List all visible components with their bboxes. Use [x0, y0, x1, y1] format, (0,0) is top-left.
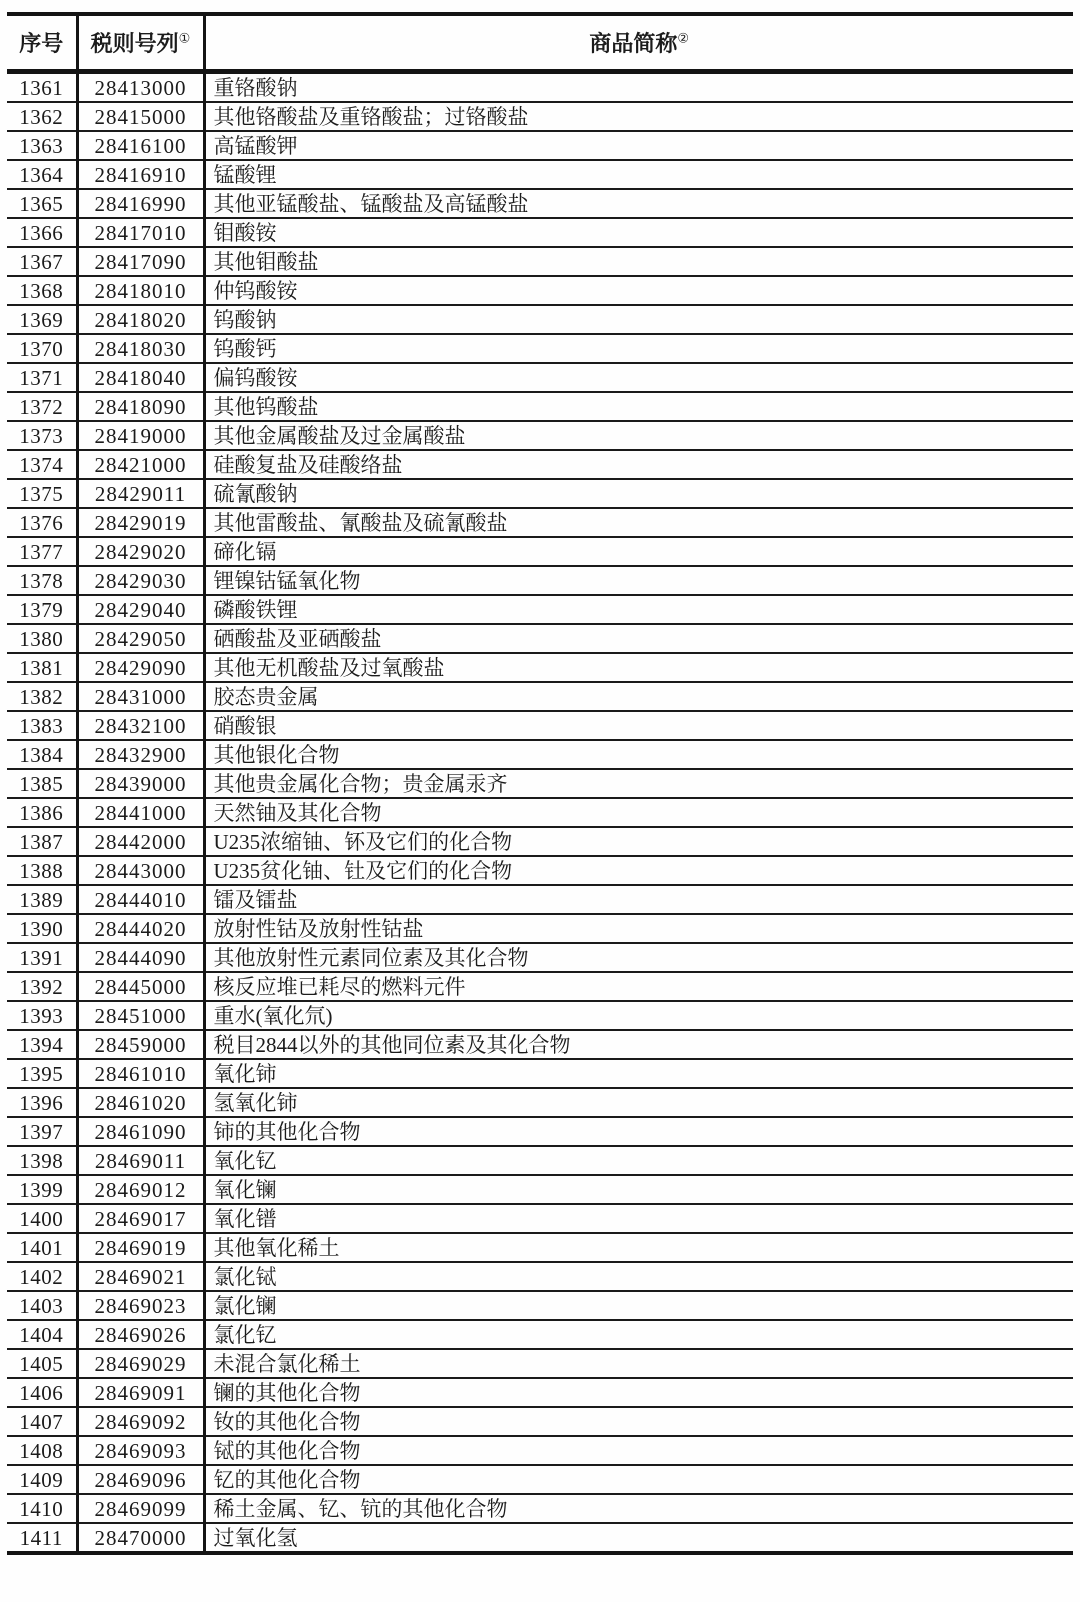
- tariff-code-cell: 28469091: [77, 1378, 204, 1407]
- product-name-cell: 放射性钴及放射性钴盐: [204, 914, 1073, 943]
- product-name-cell: 其他雷酸盐、氰酸盐及硫氰酸盐: [204, 508, 1073, 537]
- table-row: [7, 276, 1073, 305]
- table-row: [7, 595, 1073, 624]
- serial-cell: 1395: [7, 1059, 77, 1088]
- product-name-cell: 硒酸盐及亚硒酸盐: [204, 624, 1073, 653]
- table-row: [7, 1465, 1073, 1494]
- serial-cell: 1385: [7, 769, 77, 798]
- tariff-code-cell: 28469012: [77, 1175, 204, 1204]
- tariff-code-cell: 28432900: [77, 740, 204, 769]
- product-name-cell: 钼酸铵: [204, 218, 1073, 247]
- table-row: [7, 1523, 1073, 1553]
- serial-cell: 1402: [7, 1262, 77, 1291]
- product-name-cell: 氯化钇: [204, 1320, 1073, 1349]
- tariff-code-cell: 28429040: [77, 595, 204, 624]
- product-name-cell: 磷酸铁锂: [204, 595, 1073, 624]
- serial-cell: 1388: [7, 856, 77, 885]
- table-row: [7, 305, 1073, 334]
- tariff-code-cell: 28439000: [77, 769, 204, 798]
- serial-cell: 1393: [7, 1001, 77, 1030]
- serial-cell: 1400: [7, 1204, 77, 1233]
- product-name-cell: 钇的其他化合物: [204, 1465, 1073, 1494]
- table-row: [7, 421, 1073, 450]
- tariff-table: [7, 12, 1073, 1555]
- serial-cell: 1366: [7, 218, 77, 247]
- tariff-code-cell: 28469026: [77, 1320, 204, 1349]
- serial-cell: 1365: [7, 189, 77, 218]
- tariff-code-cell: 28469021: [77, 1262, 204, 1291]
- product-name-cell: 其他无机酸盐及过氧酸盐: [204, 653, 1073, 682]
- serial-cell: 1396: [7, 1088, 77, 1117]
- table-row: [7, 1059, 1073, 1088]
- tariff-code-cell: 28418090: [77, 392, 204, 421]
- product-name-cell: 钨酸钠: [204, 305, 1073, 334]
- tariff-code-cell: 28461020: [77, 1088, 204, 1117]
- product-name-cell: 其他金属酸盐及过金属酸盐: [204, 421, 1073, 450]
- tariff-code-cell: 28419000: [77, 421, 204, 450]
- tariff-code-cell: 28470000: [77, 1523, 204, 1553]
- table-row: [7, 508, 1073, 537]
- table-row: [7, 885, 1073, 914]
- tariff-code-cell: 28416100: [77, 131, 204, 160]
- tariff-code-cell: 28418020: [77, 305, 204, 334]
- table-row: [7, 1175, 1073, 1204]
- table-row: [7, 392, 1073, 421]
- table-row: [7, 972, 1073, 1001]
- product-name-cell: 稀土金属、钇、钪的其他化合物: [204, 1494, 1073, 1523]
- product-name-cell: 其他银化合物: [204, 740, 1073, 769]
- table-row: [7, 537, 1073, 566]
- table-row: [7, 1001, 1073, 1030]
- product-name-cell: 钕的其他化合物: [204, 1407, 1073, 1436]
- product-name-cell: 锂镍钴锰氧化物: [204, 566, 1073, 595]
- serial-cell: 1370: [7, 334, 77, 363]
- tariff-code-cell: 28416910: [77, 160, 204, 189]
- serial-cell: 1369: [7, 305, 77, 334]
- product-name-cell: 核反应堆已耗尽的燃料元件: [204, 972, 1073, 1001]
- product-name-cell: 胶态贵金属: [204, 682, 1073, 711]
- tariff-code-cell: 28461090: [77, 1117, 204, 1146]
- col-header-product-name-label: 商品简称: [589, 31, 678, 56]
- tariff-code-cell: 28469029: [77, 1349, 204, 1378]
- serial-cell: 1407: [7, 1407, 77, 1436]
- table-row: [7, 1494, 1073, 1523]
- table-row: [7, 72, 1073, 103]
- tariff-code-cell: 28415000: [77, 102, 204, 131]
- product-name-cell: 税目2844以外的其他同位素及其化合物: [204, 1030, 1073, 1059]
- table-row: [7, 1320, 1073, 1349]
- serial-cell: 1401: [7, 1233, 77, 1262]
- table-row: [7, 943, 1073, 972]
- tariff-code-cell: 28417090: [77, 247, 204, 276]
- product-name-cell: 重铬酸钠: [204, 72, 1073, 103]
- tariff-code-cell: 28418010: [77, 276, 204, 305]
- tariff-code-cell: 28429020: [77, 537, 204, 566]
- product-name-cell: 氧化铈: [204, 1059, 1073, 1088]
- product-name-cell: 铈的其他化合物: [204, 1117, 1073, 1146]
- serial-cell: 1397: [7, 1117, 77, 1146]
- tariff-code-cell: 28461010: [77, 1059, 204, 1088]
- serial-cell: 1384: [7, 740, 77, 769]
- serial-cell: 1379: [7, 595, 77, 624]
- serial-cell: 1410: [7, 1494, 77, 1523]
- product-name-cell: 其他放射性元素同位素及其化合物: [204, 943, 1073, 972]
- serial-cell: 1368: [7, 276, 77, 305]
- serial-cell: 1380: [7, 624, 77, 653]
- product-name-cell: 其他氧化稀土: [204, 1233, 1073, 1262]
- tariff-code-cell: 28416990: [77, 189, 204, 218]
- product-name-cell: 钨酸钙: [204, 334, 1073, 363]
- tariff-code-cell: 28444010: [77, 885, 204, 914]
- product-name-cell: 偏钨酸铵: [204, 363, 1073, 392]
- table-row: [7, 218, 1073, 247]
- serial-cell: 1373: [7, 421, 77, 450]
- table-row: [7, 1233, 1073, 1262]
- table-row: [7, 1030, 1073, 1059]
- table-row: [7, 856, 1073, 885]
- tariff-code-cell: 28469096: [77, 1465, 204, 1494]
- serial-cell: 1381: [7, 653, 77, 682]
- product-name-cell: 铽的其他化合物: [204, 1436, 1073, 1465]
- table-row: [7, 1407, 1073, 1436]
- serial-cell: 1387: [7, 827, 77, 856]
- table-row: [7, 1436, 1073, 1465]
- product-name-cell: 仲钨酸铵: [204, 276, 1073, 305]
- serial-cell: 1377: [7, 537, 77, 566]
- table-row: [7, 131, 1073, 160]
- table-row: [7, 914, 1073, 943]
- serial-cell: 1361: [7, 72, 77, 103]
- table-row: [7, 711, 1073, 740]
- table-row: [7, 769, 1073, 798]
- tariff-code-cell: 28429019: [77, 508, 204, 537]
- serial-cell: 1394: [7, 1030, 77, 1059]
- serial-cell: 1389: [7, 885, 77, 914]
- product-name-footnote-mark: ②: [677, 30, 690, 46]
- product-name-cell: 硅酸复盐及硅酸络盐: [204, 450, 1073, 479]
- product-name-cell: 高锰酸钾: [204, 131, 1073, 160]
- product-name-cell: 未混合氯化稀土: [204, 1349, 1073, 1378]
- product-name-cell: 锰酸锂: [204, 160, 1073, 189]
- serial-cell: 1364: [7, 160, 77, 189]
- col-header-tariff-code-label: 税则号列: [90, 31, 179, 56]
- table-row: [7, 363, 1073, 392]
- table-row: [7, 624, 1073, 653]
- tariff-code-cell: 28445000: [77, 972, 204, 1001]
- tariff-code-cell: 28413000: [77, 72, 204, 103]
- tariff-code-cell: 28444090: [77, 943, 204, 972]
- product-name-cell: 其他钨酸盐: [204, 392, 1073, 421]
- header-row: [7, 14, 1073, 72]
- table-row: [7, 189, 1073, 218]
- product-name-cell: 镧的其他化合物: [204, 1378, 1073, 1407]
- serial-cell: 1363: [7, 131, 77, 160]
- serial-cell: 1398: [7, 1146, 77, 1175]
- tariff-code-cell: 28421000: [77, 450, 204, 479]
- table-row: [7, 1088, 1073, 1117]
- tariff-code-cell: 28441000: [77, 798, 204, 827]
- product-name-cell: 硫氰酸钠: [204, 479, 1073, 508]
- tariff-code-cell: 28431000: [77, 682, 204, 711]
- table-row: [7, 1291, 1073, 1320]
- product-name-cell: 重水(氧化氘): [204, 1001, 1073, 1030]
- serial-cell: 1399: [7, 1175, 77, 1204]
- table-row: [7, 827, 1073, 856]
- tariff-code-cell: 28469093: [77, 1436, 204, 1465]
- tariff-code-cell: 28418030: [77, 334, 204, 363]
- table-row: [7, 1262, 1073, 1291]
- table-row: [7, 798, 1073, 827]
- table-row: [7, 334, 1073, 363]
- serial-cell: 1403: [7, 1291, 77, 1320]
- product-name-cell: 氢氧化铈: [204, 1088, 1073, 1117]
- table-row: [7, 566, 1073, 595]
- table-row: [7, 1204, 1073, 1233]
- tariff-code-cell: 28469092: [77, 1407, 204, 1436]
- product-name-cell: 镭及镭盐: [204, 885, 1073, 914]
- tariff-code-cell: 28469023: [77, 1291, 204, 1320]
- serial-cell: 1406: [7, 1378, 77, 1407]
- product-name-cell: 其他亚锰酸盐、锰酸盐及高锰酸盐: [204, 189, 1073, 218]
- product-name-cell: 氧化镧: [204, 1175, 1073, 1204]
- tariff-code-cell: 28469011: [77, 1146, 204, 1175]
- tariff-code-cell: 28429011: [77, 479, 204, 508]
- serial-cell: 1404: [7, 1320, 77, 1349]
- serial-cell: 1367: [7, 247, 77, 276]
- serial-cell: 1371: [7, 363, 77, 392]
- table-row: [7, 1146, 1073, 1175]
- tariff-code-cell: 28432100: [77, 711, 204, 740]
- table-row: [7, 450, 1073, 479]
- serial-cell: 1408: [7, 1436, 77, 1465]
- table-row: [7, 682, 1073, 711]
- serial-cell: 1362: [7, 102, 77, 131]
- table-row: [7, 653, 1073, 682]
- product-name-cell: 其他贵金属化合物；贵金属汞齐: [204, 769, 1073, 798]
- tariff-code-cell: 28418040: [77, 363, 204, 392]
- product-name-cell: 过氧化氢: [204, 1523, 1073, 1553]
- table-row: [7, 479, 1073, 508]
- table-row: [7, 1117, 1073, 1146]
- serial-cell: 1375: [7, 479, 77, 508]
- product-name-cell: 氧化钇: [204, 1146, 1073, 1175]
- serial-cell: 1383: [7, 711, 77, 740]
- product-name-cell: 氯化铽: [204, 1262, 1073, 1291]
- col-header-serial-label: 序号: [19, 31, 64, 56]
- tariff-code-cell: 28417010: [77, 218, 204, 247]
- col-header-tariff-code: [77, 14, 204, 72]
- product-name-cell: U235浓缩铀、钚及它们的化合物: [204, 827, 1073, 856]
- product-name-cell: 氧化镨: [204, 1204, 1073, 1233]
- tariff-code-cell: 28429090: [77, 653, 204, 682]
- tariff-code-cell: 28469099: [77, 1494, 204, 1523]
- serial-cell: 1391: [7, 943, 77, 972]
- table-row: [7, 247, 1073, 276]
- serial-cell: 1374: [7, 450, 77, 479]
- tariff-code-cell: 28442000: [77, 827, 204, 856]
- col-header-serial: [7, 14, 77, 72]
- serial-cell: 1378: [7, 566, 77, 595]
- table-row: [7, 740, 1073, 769]
- table-row: [7, 1349, 1073, 1378]
- table-row: [7, 1378, 1073, 1407]
- serial-cell: 1382: [7, 682, 77, 711]
- tariff-code-footnote-mark: ①: [178, 30, 191, 46]
- product-name-cell: U235贫化铀、钍及它们的化合物: [204, 856, 1073, 885]
- product-name-cell: 天然铀及其化合物: [204, 798, 1073, 827]
- tariff-code-cell: 28469017: [77, 1204, 204, 1233]
- product-name-cell: 氯化镧: [204, 1291, 1073, 1320]
- table-row: [7, 102, 1073, 131]
- tariff-code-cell: 28429050: [77, 624, 204, 653]
- product-name-cell: 硝酸银: [204, 711, 1073, 740]
- serial-cell: 1390: [7, 914, 77, 943]
- serial-cell: 1376: [7, 508, 77, 537]
- tariff-code-cell: 28451000: [77, 1001, 204, 1030]
- serial-cell: 1409: [7, 1465, 77, 1494]
- serial-cell: 1392: [7, 972, 77, 1001]
- serial-cell: 1372: [7, 392, 77, 421]
- product-name-cell: 其他铬酸盐及重铬酸盐；过铬酸盐: [204, 102, 1073, 131]
- tariff-code-cell: 28443000: [77, 856, 204, 885]
- product-name-cell: 其他钼酸盐: [204, 247, 1073, 276]
- serial-cell: 1411: [7, 1523, 77, 1553]
- tariff-code-cell: 28429030: [77, 566, 204, 595]
- tariff-code-cell: 28459000: [77, 1030, 204, 1059]
- col-header-product-name: [204, 14, 1073, 72]
- tariff-code-cell: 28469019: [77, 1233, 204, 1262]
- table-row: [7, 160, 1073, 189]
- product-name-cell: 碲化镉: [204, 537, 1073, 566]
- serial-cell: 1405: [7, 1349, 77, 1378]
- tariff-code-cell: 28444020: [77, 914, 204, 943]
- serial-cell: 1386: [7, 798, 77, 827]
